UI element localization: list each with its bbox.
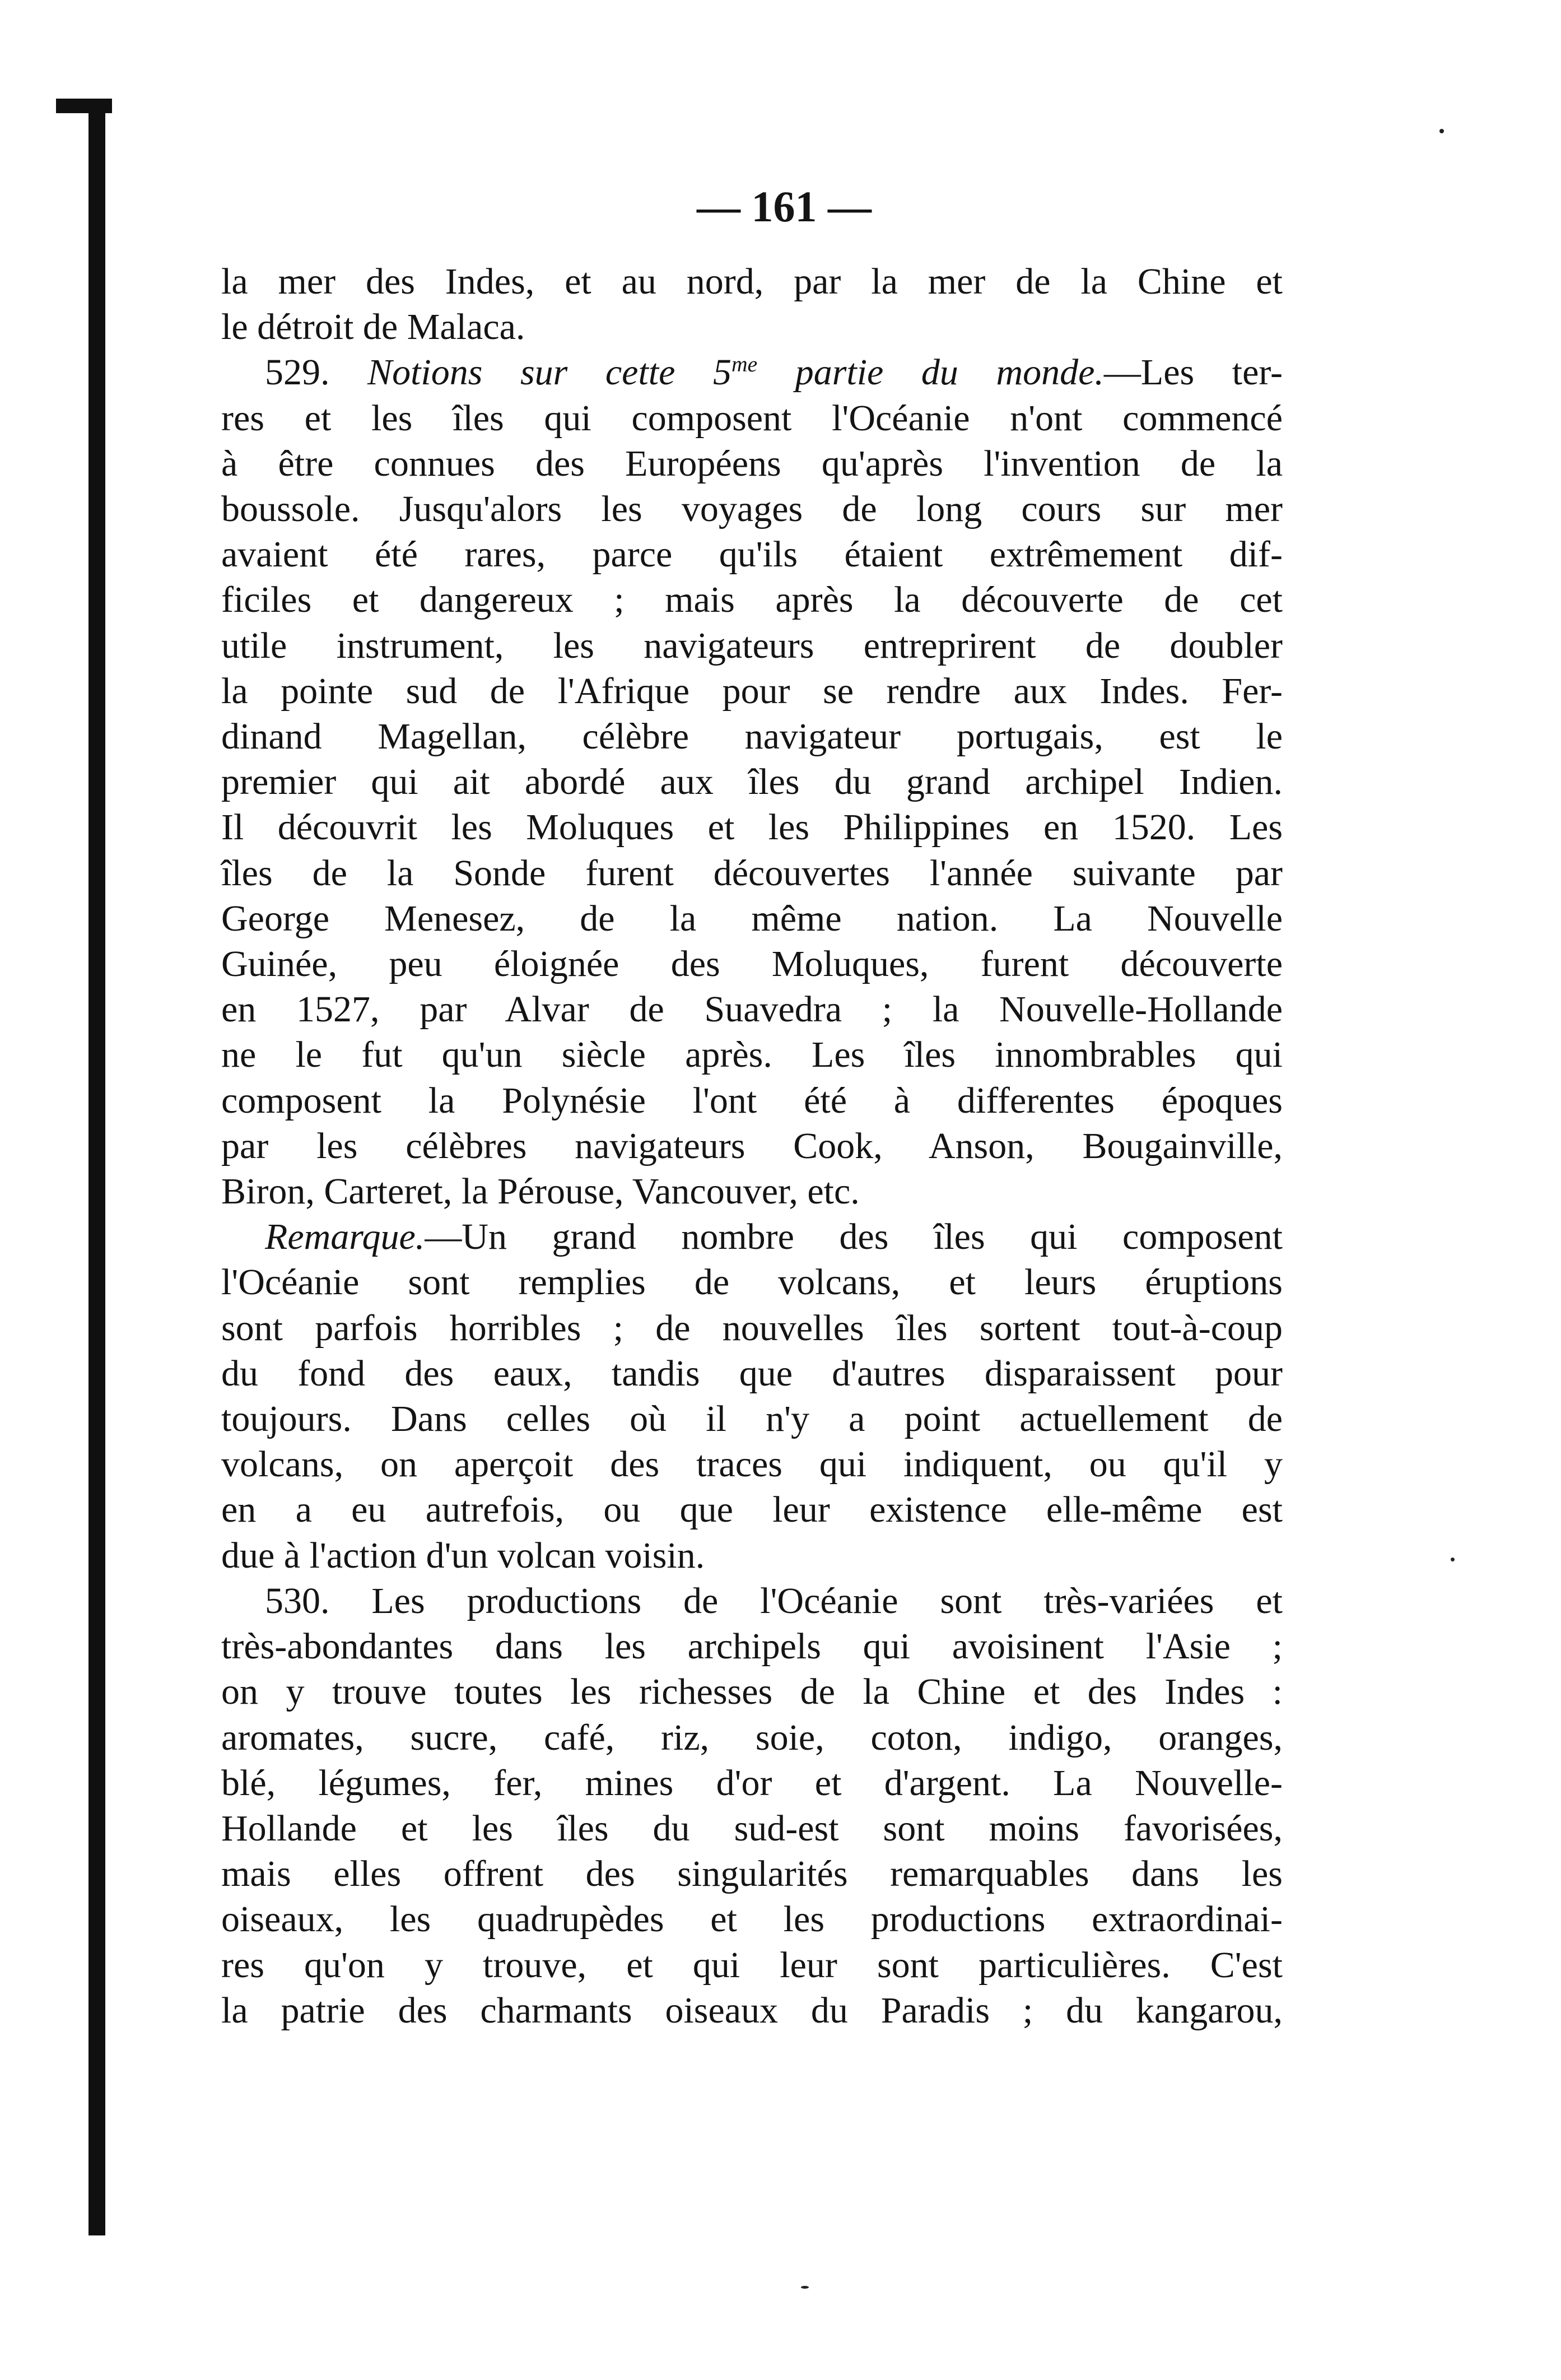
text-line: la pointe sud de l'Afrique pour se rendre aux Indes. Fer- bbox=[221, 670, 1283, 712]
text-line: blé, légumes, fer, mines d'or et d'argent. La Nouvelle- bbox=[221, 1762, 1283, 1803]
remarque-lead: —Un grand nombre des îles qui composent bbox=[425, 1216, 1283, 1258]
text-line: Biron, Carteret, la Pérouse, Vancouver, etc. bbox=[221, 1171, 860, 1212]
remarque-line bbox=[221, 1214, 1283, 1259]
text-line: la patrie des charmants oiseaux du Paradis ; du kangarou, bbox=[221, 1989, 1283, 2031]
text-line: en 1527, par Alvar de Suavedra ; la Nouvelle-Hollande bbox=[221, 989, 1283, 1030]
text-line: sont parfois horribles ; de nouvelles îles sortent tout-à-coup bbox=[221, 1307, 1283, 1349]
remarque-label: Remarque. bbox=[265, 1216, 425, 1258]
body-text bbox=[221, 259, 1283, 2033]
page-number: — 161 — bbox=[697, 182, 872, 231]
text-line: mais elles offrent des singularités remarquables dans les bbox=[221, 1853, 1283, 1895]
text-line: composent la Polynésie l'ont été à differentes époques bbox=[221, 1080, 1283, 1121]
section-529-title: Notions sur cette $5^{me}$ partie du monde. bbox=[367, 352, 1104, 393]
text-line: Il découvrit les Moluques et les Philippines en 1520. Les bbox=[221, 807, 1283, 848]
text-line: la mer des Indes, et au nord, par la mer de la Chine et bbox=[221, 261, 1283, 302]
text-line: à être connues des Européens qu'après l'invention de la bbox=[221, 443, 1283, 484]
text-line: avaient été rares, parce qu'ils étaient extrêmement dif- bbox=[221, 534, 1283, 575]
scan-speck bbox=[801, 2286, 809, 2289]
text-line: très-abondantes dans les archipels qui avoisinent l'Asie ; bbox=[221, 1626, 1283, 1667]
text-line: îles de la Sonde furent découvertes l'année suivante par bbox=[221, 852, 1283, 894]
text-line: l'Océanie sont remplies de volcans, et leurs éruptions bbox=[221, 1262, 1283, 1303]
binding-edge-tip bbox=[56, 99, 112, 113]
text-line: George Menesez, de la même nation. La Nouvelle bbox=[221, 898, 1283, 939]
section-529-heading-line bbox=[221, 350, 1283, 395]
text-line: le détroit de Malaca. bbox=[221, 306, 525, 348]
text-line: ne le fut qu'un siècle après. Les îles innombrables qui bbox=[221, 1034, 1283, 1076]
section-529-lead: —Les ter- bbox=[1103, 352, 1283, 393]
text-line: par les célèbres navigateurs Cook, Anson, Bougainville, bbox=[221, 1125, 1283, 1166]
text-line: utile instrument, les navigateurs entreprirent de doubler bbox=[221, 625, 1283, 666]
text-line: premier qui ait abordé aux îles du grand archipel Indien. bbox=[221, 761, 1283, 803]
text-line: volcans, on aperçoit des traces qui indiquent, ou qu'il y bbox=[221, 1444, 1283, 1485]
text-line: dinand Magellan, célèbre navigateur portugais, est le bbox=[221, 716, 1283, 757]
text-line: Guinée, peu éloignée des Moluques, furent découverte bbox=[221, 943, 1283, 985]
text-line: en a eu autrefois, ou que leur existence elle-même est bbox=[221, 1489, 1283, 1531]
section-529-number: 529. bbox=[265, 352, 330, 393]
text-line: toujours. Dans celles où il n'y a point actuellement de bbox=[221, 1398, 1283, 1440]
scan-speck bbox=[1439, 129, 1444, 133]
text-line: du fond des eaux, tandis que d'autres disparaissent pour bbox=[221, 1352, 1283, 1394]
text-line: Hollande et les îles du sud-est sont moins favorisées, bbox=[221, 1807, 1283, 1849]
text-line: boussole. Jusqu'alors les voyages de long cours sur mer bbox=[221, 489, 1283, 530]
text-line: res qu'on y trouve, et qui leur sont particulières. C'est bbox=[221, 1944, 1283, 1986]
text-line: aromates, sucre, café, riz, soie, coton, indigo, oranges, bbox=[221, 1717, 1283, 1758]
binding-edge-shadow bbox=[88, 106, 105, 2235]
text-line: on y trouve toutes les richesses de la Chine et des Indes : bbox=[221, 1671, 1283, 1713]
text-line: oiseaux, les quadrupèdes et les productions extraordinai- bbox=[221, 1899, 1283, 1940]
text-line: due à l'action d'un volcan voisin. bbox=[221, 1535, 705, 1576]
text-line: res et les îles qui composent l'Océanie n'ont commencé bbox=[221, 397, 1283, 439]
scan-speck bbox=[1451, 1558, 1455, 1561]
text-line: ficiles et dangereux ; mais après la découverte de cet bbox=[221, 579, 1283, 621]
section-530-line: 530. Les productions de l'Océanie sont très-variées et bbox=[265, 1580, 1283, 1621]
